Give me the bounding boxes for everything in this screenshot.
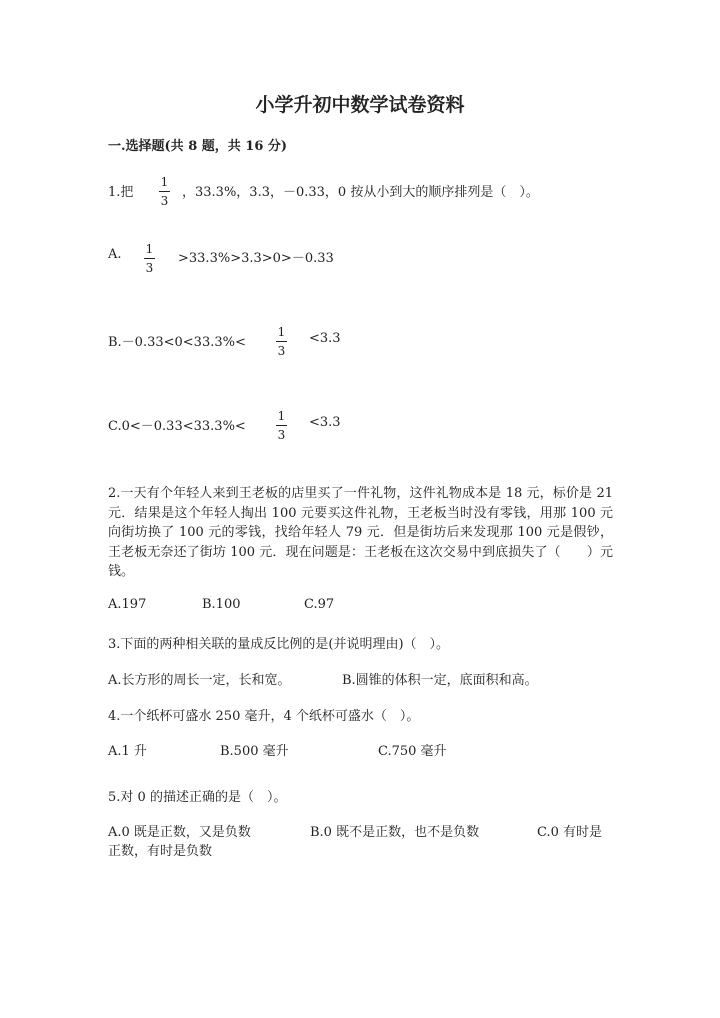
q4-option-a: A.1 升 [108, 744, 147, 759]
q1-stem: ，33.3%，3.3，－0.33，0 按从小到大的顺序排列是（ ）。 [182, 185, 539, 200]
fraction-one-third: 1 3 [277, 409, 286, 442]
q1-prefix: 1.把 [108, 185, 134, 200]
page-title: 小学升初中数学试卷资料 [255, 94, 465, 116]
fraction-one-third: 1 3 [145, 242, 154, 275]
question-4-stem: 4.一个纸杯可盛水 250 毫升，4 个纸杯可盛水（ ）。 [108, 709, 420, 724]
question-2-stem: 2.一天有个年轻人来到王老板的店里买了一件礼物，这件礼物成本是 18 元，标价是 21 元．结果是这个年轻人掏出 100 元要买这件礼物，王老板当时没有零钱，用那 100 元向街坊换了 100 元的零钱，找给年轻人 79 元．但是街坊后来发现那 100 元是假钞，王老板无奈还了街坊 100 元．现在问题是：王老板在这次交易中到底损失了（ ）元钱。 [108, 486, 613, 579]
q1-option-c: C.0<－0.33<33.3%< [108, 419, 246, 434]
q5-option-c-continued: 正数，有时是负数 [108, 844, 213, 859]
q4-option-b: B.500 毫升 [220, 744, 289, 759]
fraction-one-third: 1 3 [160, 175, 169, 208]
q2-option-c: C.97 [304, 597, 335, 612]
question-5-stem: 5.对 0 的描述正确的是（ ）。 [108, 790, 287, 805]
section-heading: 一.选择题(共 8 题，共 16 分) [108, 139, 288, 154]
question-3-stem: 3.下面的两种相关联的量成反比例的是(并说明理由)（ ）。 [108, 637, 450, 652]
q1-option-b-end: <3.3 [309, 331, 341, 346]
q3-option-a: A.长方形的周长一定，长和宽。 [108, 673, 291, 688]
q2-option-b: B.100 [202, 597, 241, 612]
q4-option-c: C.750 毫升 [378, 744, 447, 759]
q5-option-a: A.0 既是正数，又是负数 [108, 825, 251, 840]
q5-option-c: C.0 有时是 [537, 825, 603, 840]
q1-option-b: B.－0.33<0<33.3%< [108, 335, 246, 350]
q5-option-b: B.0 既不是正数，也不是负数 [310, 825, 480, 840]
fraction-one-third: 1 3 [277, 325, 286, 358]
q1-option-c-end: <3.3 [309, 415, 341, 430]
q1-option-a: >33.3%>3.3>0>－0.33 [178, 251, 334, 266]
q2-option-a: A.197 [108, 597, 147, 612]
q3-option-b: B.圆锥的体积一定，底面积和高。 [342, 673, 538, 688]
q1-option-a-label: A. [108, 247, 122, 262]
